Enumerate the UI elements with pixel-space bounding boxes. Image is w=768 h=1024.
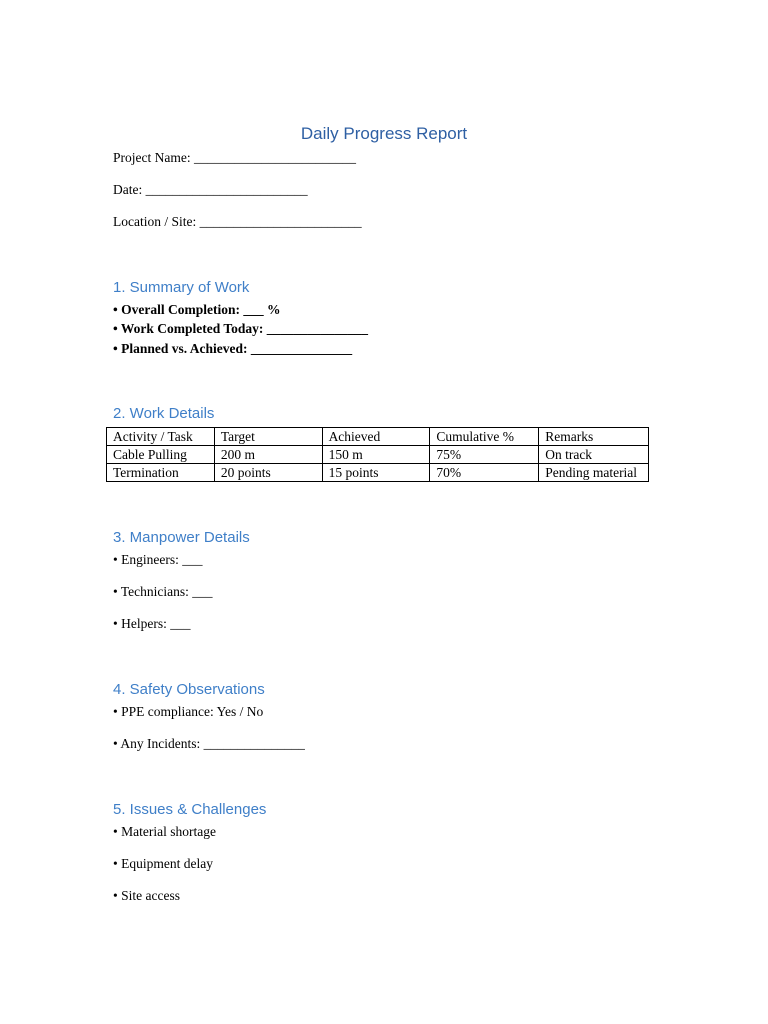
table-cell: 75%	[430, 446, 539, 464]
table-cell: Pending material	[539, 464, 649, 482]
table-cell: Cable Pulling	[107, 446, 215, 464]
manpower-heading: 3. Manpower Details	[113, 529, 250, 546]
project-name-field: Project Name: ________________________	[113, 150, 356, 165]
table-cell: On track	[539, 446, 649, 464]
manpower-item-engineers: • Engineers: ___	[113, 552, 203, 567]
summary-heading: 1. Summary of Work	[113, 279, 250, 296]
summary-item-planned-vs-achieved: • Planned vs. Achieved: _______________	[113, 341, 353, 356]
date-field: Date: ________________________	[113, 182, 308, 197]
location-field: Location / Site: ________________________	[113, 214, 362, 229]
manpower-item-technicians: • Technicians: ___	[113, 584, 213, 599]
column-header-activity: Activity / Task	[107, 428, 215, 446]
manpower-item-helpers: • Helpers: ___	[113, 616, 191, 631]
table-row	[107, 446, 649, 464]
safety-item-ppe: • PPE compliance: Yes / No	[113, 704, 264, 719]
work-details-table	[106, 427, 649, 482]
table-cell: 70%	[430, 464, 539, 482]
safety-item-incidents: • Any Incidents: _______________	[113, 736, 305, 751]
table-cell: 15 points	[322, 464, 430, 482]
column-header-target: Target	[214, 428, 322, 446]
table-cell: 200 m	[214, 446, 322, 464]
issues-item-site-access: • Site access	[113, 888, 180, 903]
column-header-remarks: Remarks	[539, 428, 649, 446]
page-title: Daily Progress Report	[300, 124, 468, 143]
safety-heading: 4. Safety Observations	[113, 681, 265, 698]
summary-item-overall-completion: • Overall Completion: ___ %	[113, 302, 281, 317]
table-row	[107, 464, 649, 482]
column-header-achieved: Achieved	[322, 428, 430, 446]
column-header-cumulative: Cumulative %	[430, 428, 539, 446]
table-cell: Termination	[107, 464, 215, 482]
summary-item-work-completed-today: • Work Completed Today: _______________	[113, 321, 369, 336]
issues-item-equipment: • Equipment delay	[113, 856, 213, 871]
work-details-heading: 2. Work Details	[113, 405, 215, 422]
table-cell: 20 points	[214, 464, 322, 482]
table-header-row	[107, 428, 649, 446]
table-cell: 150 m	[322, 446, 430, 464]
issues-item-material: • Material shortage	[113, 824, 216, 839]
issues-heading: 5. Issues & Challenges	[113, 801, 267, 818]
